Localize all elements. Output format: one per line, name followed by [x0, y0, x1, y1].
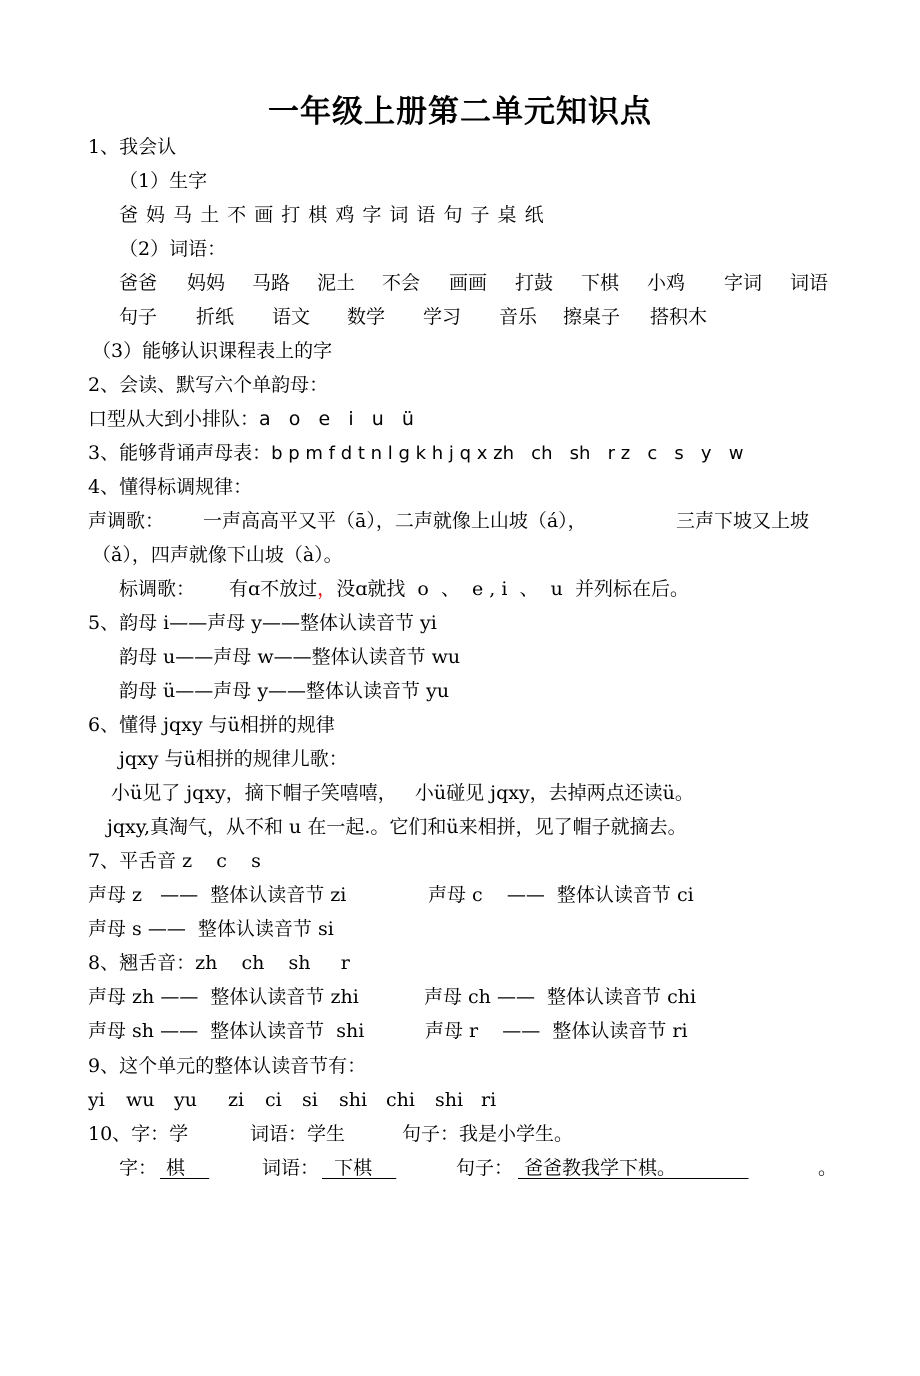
word-item: 数学: [347, 306, 386, 328]
tone-song-label: 声调歌：: [88, 510, 165, 532]
syllable-item: ci: [265, 1089, 282, 1111]
page-title: 一年级上册第二单元知识点: [268, 94, 652, 130]
vowel-order-label: 口型从大到小排队：: [88, 408, 260, 430]
section-10-example: [0, 1122, 920, 1146]
section-1-sub-schedule: （3）能够认识课程表上的字: [92, 340, 333, 362]
red-comma: ，: [317, 578, 337, 600]
word-item: 词语: [790, 272, 829, 294]
section-5-line-3: 韵母 ü——声母 y——整体认读音节 yu: [119, 680, 450, 702]
section-1-sub-characters: （1）生字: [119, 170, 208, 192]
word-item: 下棋: [581, 272, 620, 294]
section-5-line-2: 韵母 u——声母 w——整体认读音节 wu: [119, 646, 461, 668]
answer-end-punctuation: 。: [818, 1157, 838, 1179]
syllable-rule: 声母 sh —— 整体认读音节 shi: [88, 1020, 365, 1042]
tone-mark-rule-line: [0, 577, 920, 601]
word-item: 打鼓: [515, 272, 554, 294]
answer-sentence: 爸爸教我学下棋。: [518, 1157, 749, 1179]
tone-song-continued: （ǎ），四声就像下山坡（à）。: [92, 544, 343, 566]
words-row-1: [0, 271, 920, 295]
syllable-rule: 声母 z —— 整体认读音节 zi: [88, 884, 347, 906]
answer-sentence-label: 句子：: [456, 1157, 514, 1179]
syllable-item: wu: [126, 1089, 155, 1111]
character-list: 爸 妈 马 土 不 画 打 棋 鸡 字 词 语 句 子 桌 纸: [119, 204, 545, 226]
section-8-row-1: [0, 985, 920, 1009]
syllable-item: si: [302, 1089, 318, 1111]
example-sentence: 句子：我是小学生。: [402, 1123, 574, 1145]
tone-song-text: 一声高高平又平（ā），二声就像上山坡（á），: [203, 510, 587, 532]
rule-part-a: 有ɑ不放过: [229, 578, 318, 600]
answer-character-label: 字：: [119, 1157, 158, 1179]
tone-song-line: [0, 509, 920, 533]
syllable-item: zi: [228, 1089, 245, 1111]
word-item: 小鸡: [647, 272, 686, 294]
section-2-heading: 2、会读、默写六个单韵母：: [88, 374, 329, 396]
syllable-rule: 声母 ch —— 整体认读音节 chi: [424, 986, 697, 1008]
word-item: 画画: [449, 272, 488, 294]
section-6-song-title: jqxy 与ü相拼的规律儿歌：: [119, 748, 348, 770]
section-10-answer: [0, 1156, 920, 1180]
section-6-song-line-1: 小ü见了 jqxy，摘下帽子笑嘻嘻， 小ü碰见 jqxy，去掉两点还读ü。: [111, 782, 694, 804]
section-3-heading: 3、能够背诵声母表：: [88, 442, 272, 464]
word-item: 字词: [724, 272, 763, 294]
word-item: 不会: [382, 272, 421, 294]
section-8-heading: 8、翘舌音：zh ch sh r: [88, 952, 350, 974]
answer-word: 下棋: [322, 1157, 397, 1179]
section-7-row-1: [0, 883, 920, 907]
syllable-item: ri: [481, 1089, 497, 1111]
word-item: 泥土: [317, 272, 356, 294]
answer-word-label: 词语：: [262, 1157, 320, 1179]
syllable-rule: 声母 r —— 整体认读音节 ri: [425, 1020, 688, 1042]
example-word: 词语：学生: [250, 1123, 346, 1145]
word-item: 搭积木: [650, 306, 708, 328]
answer-character: 棋: [160, 1157, 210, 1179]
syllable-item: yu: [174, 1089, 197, 1111]
initials-list: b p m f d t n l g k h j q x zh ch sh r z c s y w: [271, 443, 744, 464]
section-5-line-1: 5、韵母 i——声母 y——整体认读音节 yi: [88, 612, 437, 634]
syllable-item: chi: [386, 1089, 415, 1111]
section-9-heading: 9、这个单元的整体认读音节有：: [88, 1055, 367, 1077]
example-character: 10、字：学: [88, 1123, 189, 1145]
tone-song-text: 三声下坡又上坡: [676, 510, 810, 532]
word-item: 妈妈: [187, 272, 226, 294]
word-item: 学习: [423, 306, 462, 328]
tone-mark-rule-label: 标调歌：: [119, 578, 196, 600]
word-item: 折纸: [196, 306, 235, 328]
word-item: 音乐: [499, 306, 538, 328]
syllable-rule: 声母 s —— 整体认读音节 si: [88, 918, 334, 940]
section-1-sub-words: （2）词语：: [119, 238, 227, 260]
word-item: 语文: [272, 306, 311, 328]
section-3-line: [88, 441, 743, 466]
word-item: 擦桌子: [563, 306, 621, 328]
section-6-heading: 6、懂得 jqxy 与ü相拼的规律: [88, 714, 335, 736]
rule-part-b: 没ɑ就找 o 、 e , i 、 u 并列标在后。: [336, 578, 689, 600]
word-item: 句子: [119, 306, 158, 328]
section-7-heading: 7、平舌音 z c s: [88, 850, 261, 872]
syllable-item: shi: [435, 1089, 464, 1111]
section-1-heading: 1、我会认: [88, 136, 177, 158]
syllable-item: shi: [339, 1089, 368, 1111]
section-8-row-2: [0, 1019, 920, 1043]
syllable-item: yi: [88, 1089, 105, 1111]
syllable-list: [0, 1088, 920, 1112]
syllable-rule: 声母 c —— 整体认读音节 ci: [428, 884, 694, 906]
vowel-order-line: [88, 407, 414, 431]
tone-mark-rule-text: [229, 577, 689, 601]
vowel-list: a o e i u ü: [259, 408, 414, 430]
section-4-heading: 4、懂得标调规律：: [88, 476, 253, 498]
word-item: 马路: [252, 272, 291, 294]
section-6-song-line-2: jqxy,真淘气，从不和 u 在一起.。它们和ü来相拼，见了帽子就摘去。: [107, 816, 687, 838]
word-item: 爸爸: [119, 272, 158, 294]
words-row-2: [0, 305, 920, 329]
syllable-rule: 声母 zh —— 整体认读音节 zhi: [88, 986, 359, 1008]
